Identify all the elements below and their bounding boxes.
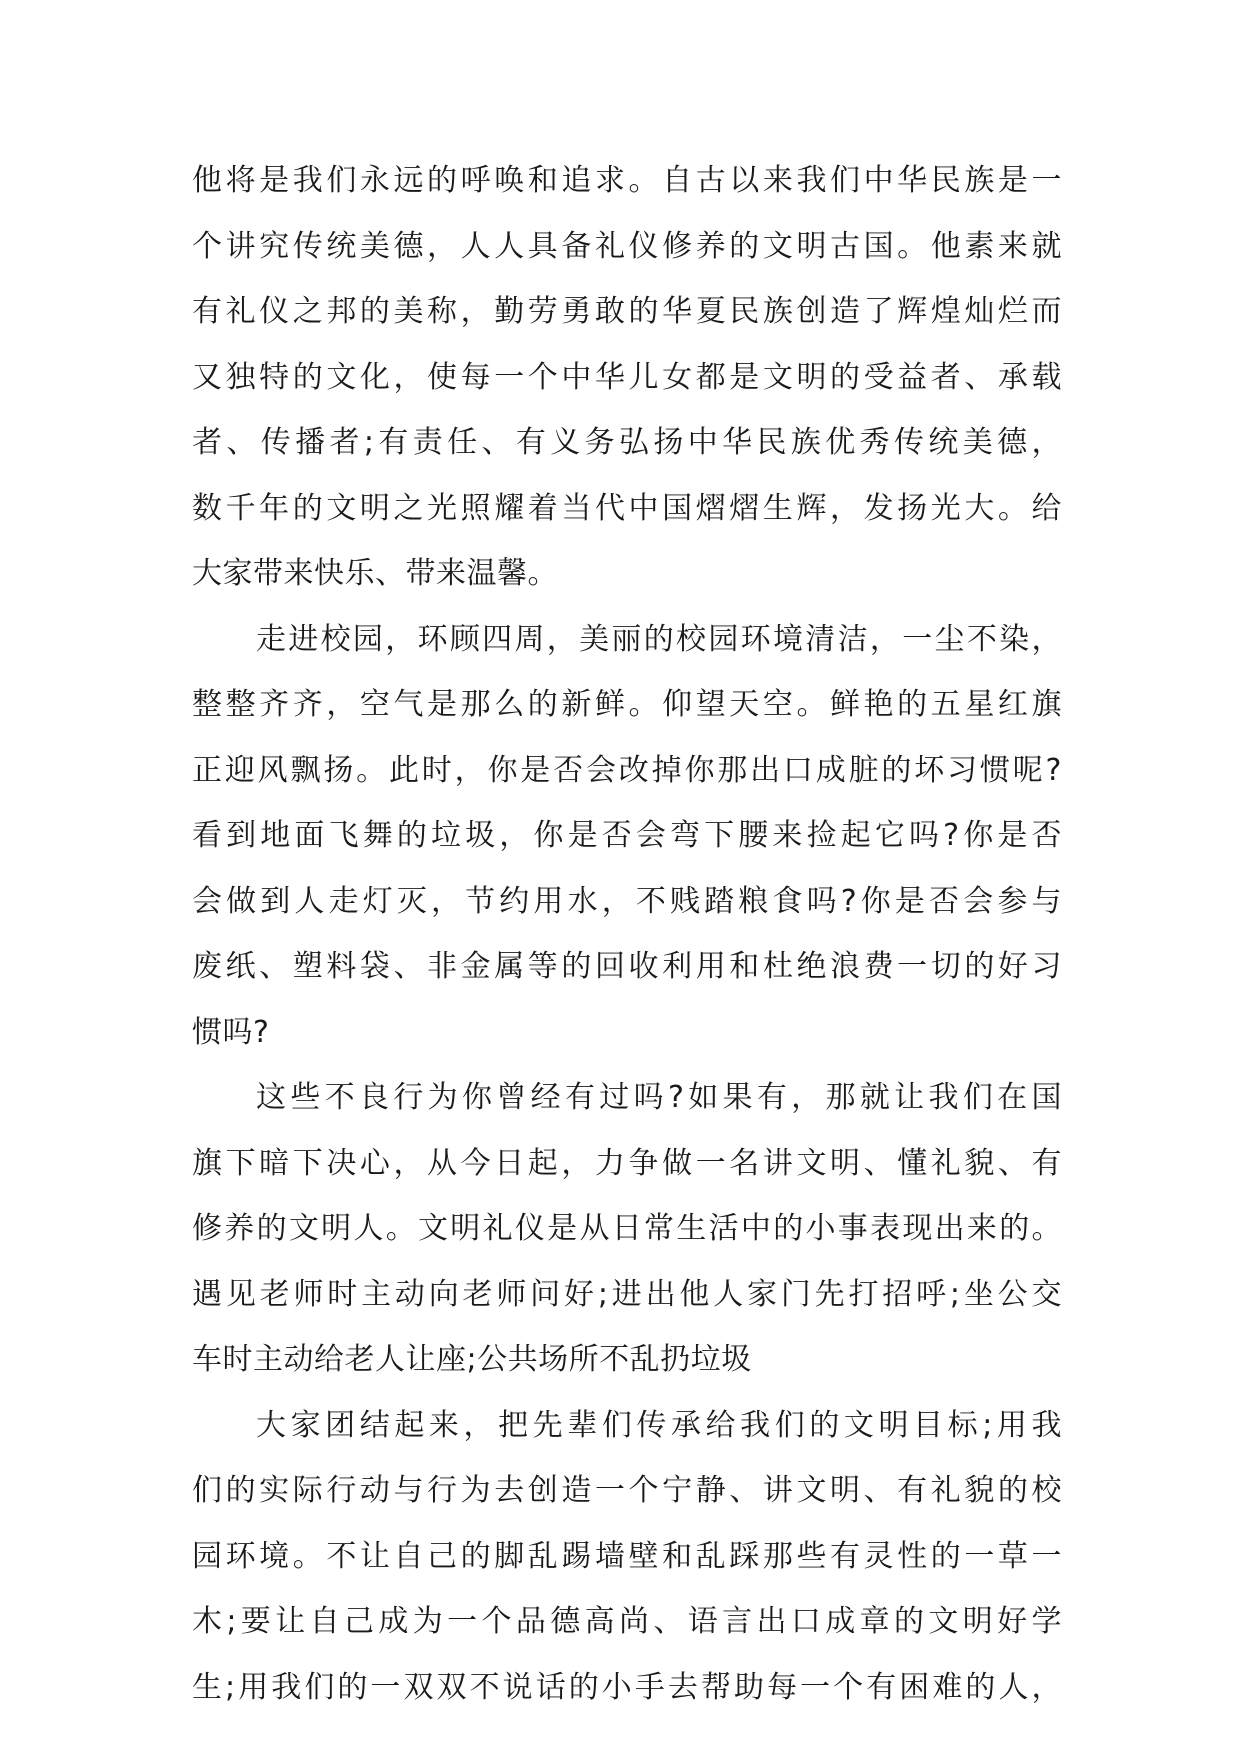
text-line: 会做到人走灯灭，节约用水，不贱踏粮食吗?你是否会参与 — [192, 883, 1062, 919]
paragraph-2 — [192, 607, 1062, 1066]
text-line: 惯吗? — [192, 1014, 270, 1050]
text-line: 又独特的文化，使每一个中华儿女都是文明的受益者、承载 — [192, 359, 1062, 395]
text-line: 走进校园，环顾四周，美丽的校园环境清洁，一尘不染， — [256, 621, 1062, 657]
text-line: 数千年的文明之光照耀着当代中国熠熠生辉，发扬光大。给 — [192, 490, 1062, 526]
text-line: 有礼仪之邦的美称，勤劳勇敢的华夏民族创造了辉煌灿烂而 — [192, 294, 1062, 329]
text-line: 者、传播者;有责任、有义务弘扬中华民族优秀传统美德， — [192, 425, 1062, 460]
paragraph-3 — [192, 1065, 1062, 1393]
text-line: 们的实际行动与行为去创造一个宁静、讲文明、有礼貌的校 — [192, 1473, 1062, 1508]
text-line: 废纸、塑料袋、非金属等的回收利用和杜绝浪费一切的好习 — [192, 949, 1062, 984]
text-line: 个讲究传统美德，人人具备礼仪修养的文明古国。他素来就 — [192, 228, 1062, 264]
text-line: 看到地面飞舞的垃圾，你是否会弯下腰来捡起它吗?你是否 — [192, 818, 1062, 853]
text-line: 大家团结起来，把先辈们传承给我们的文明目标;用我 — [256, 1407, 1062, 1443]
text-line: 木;要让自己成为一个品德高尚、语言出口成章的文明好学 — [192, 1604, 1062, 1639]
text-line: 正迎风飘扬。此时，你是否会改掉你那出口成脏的坏习惯呢? — [192, 752, 1062, 788]
text-line: 这些不良行为你曾经有过吗?如果有，那就让我们在国 — [256, 1080, 1062, 1115]
text-line: 遇见老师时主动向老师问好;进出他人家门先打招呼;坐公交 — [192, 1276, 1062, 1312]
text-line: 修养的文明人。文明礼仪是从日常生活中的小事表现出来的。 — [192, 1211, 1062, 1246]
text-line: 整整齐齐，空气是那么的新鲜。仰望天空。鲜艳的五星红旗 — [192, 687, 1062, 722]
text-line: 车时主动给老人让座;公共场所不乱扔垃圾 — [192, 1342, 752, 1377]
paragraph-4 — [192, 1393, 1062, 1721]
text-line: 他将是我们永远的呼唤和追求。自古以来我们中华民族是一 — [192, 163, 1062, 198]
text-line: 园环境。不让自己的脚乱踢墙壁和乱踩那些有灵性的一草一 — [192, 1538, 1062, 1574]
text-line: 旗下暗下决心，从今日起，力争做一名讲文明、懂礼貌、有 — [192, 1145, 1062, 1181]
document-body — [192, 148, 1062, 1720]
text-line: 生;用我们的一双双不说话的小手去帮助每一个有困难的人， — [192, 1669, 1062, 1705]
text-line: 大家带来快乐、带来温馨。 — [192, 556, 558, 591]
paragraph-1 — [192, 148, 1062, 607]
